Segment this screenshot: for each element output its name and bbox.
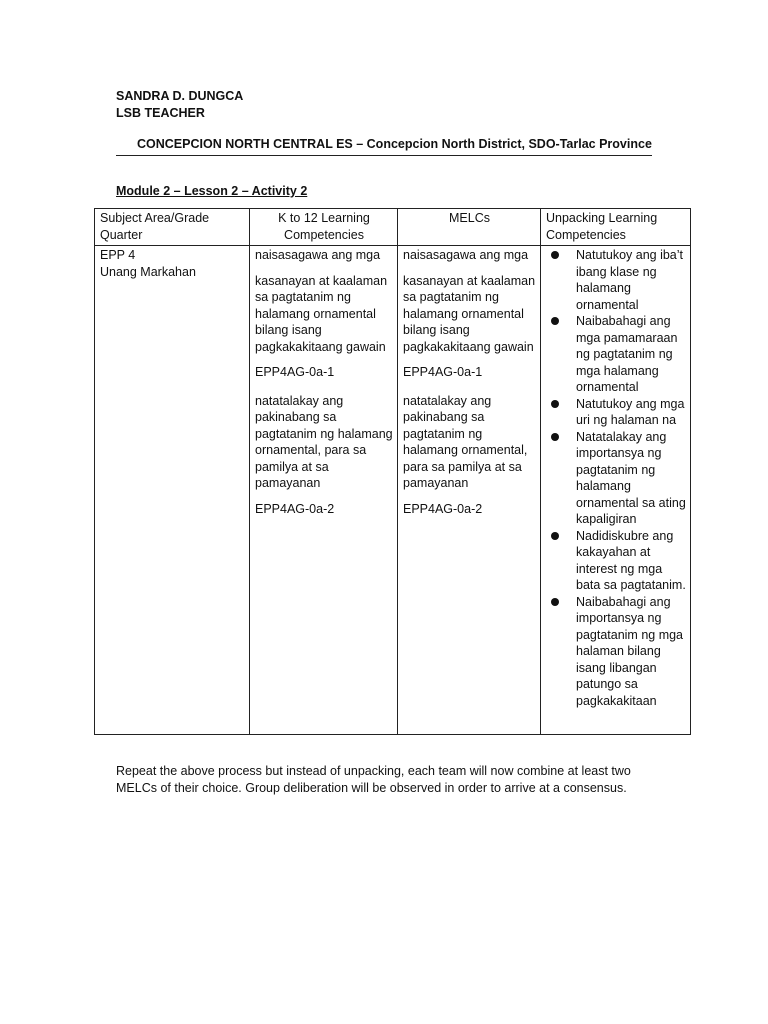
table-header-row: [95, 209, 691, 246]
unpacking-list: [546, 247, 686, 709]
instruction-line-1: Repeat the above process but instead of unpacking, each team will now combine at least two: [116, 764, 631, 778]
header-unpacking: Unpacking Learning Competencies: [541, 209, 691, 246]
k12-text-3: natatalakay ang pakinabang sa pagtatanim ng halamang ornamental, para sa pamilya at sa pamayanan: [255, 393, 393, 490]
school-line: CONCEPCION NORTH CENTRAL ES – Concepcion North District, SDO-Tarlac Province: [116, 136, 652, 156]
bullet-icon: [551, 433, 559, 441]
melcs-text-2: kasanayan at kaalaman sa pagtatanim ng halamang ornamental bilang isang pagkakakitaang gawain: [403, 273, 536, 354]
k12-text-2: kasanayan at kaalaman sa pagtatanim ng halamang ornamental bilang isang pagkakakitaang gawain: [255, 273, 388, 354]
melcs-code-1: EPP4AG-0a-1: [403, 365, 483, 379]
k12-code-2: EPP4AG-0a-2: [255, 501, 335, 516]
list-item: Natatalakay ang importansya ng pagtatanim ng halamang ornamental sa ating kapaligiran: [546, 429, 686, 528]
melcs-text-1: naisasagawa ang mga: [403, 248, 529, 262]
bullet-icon: [551, 598, 559, 606]
k12-cell: [250, 246, 398, 735]
bullet-icon: [551, 532, 559, 540]
unpacking-cell: [541, 246, 691, 735]
header-melcs: MELCs: [398, 209, 541, 246]
author-role: LSB TEACHER: [116, 106, 205, 120]
melcs-cell: [398, 246, 541, 735]
subject-code: EPP 4: [100, 248, 136, 262]
subject-cell: [95, 246, 250, 735]
instruction-line-2: MELCs of their choice. Group deliberation will be observed in order to arrive at a consensus.: [116, 780, 627, 795]
header-subject: Subject Area/Grade Quarter: [95, 209, 250, 246]
melcs-text-3: natatalakay ang pakinabang sa pagtatanim ng halamang ornamental, para sa pamilya at sa pamayanan: [403, 393, 528, 490]
module-title: Module 2 – Lesson 2 – Activity 2: [116, 184, 308, 198]
instruction-text: [116, 763, 676, 796]
header-k12: K to 12 Learning Competencies: [250, 209, 398, 246]
list-item: Naibabahagi ang importansya ng pagtatanim ng mga halaman bilang isang libangan patungo sa pagkakakitaan: [546, 594, 686, 710]
list-item: Naibabahagi ang mga pamamaraan ng pagtatanim ng mga halamang ornamental: [546, 313, 686, 396]
bullet-icon: [551, 251, 559, 259]
list-item: Natutukoy ang mga uri ng halaman na: [546, 396, 686, 429]
k12-code-1: EPP4AG-0a-1: [255, 365, 335, 379]
list-item: Nadidiskubre ang kakayahan at interest ng mga bata sa pagtatanim.: [546, 528, 686, 594]
subject-quarter: Unang Markahan: [100, 264, 196, 279]
table-row: [95, 246, 691, 735]
bullet-icon: [551, 400, 559, 408]
competencies-table: [94, 208, 691, 735]
author-name: SANDRA D. DUNGCA: [116, 89, 244, 103]
list-item: Natutukoy ang iba’t ibang klase ng halamang ornamental: [546, 247, 686, 313]
k12-text-1: naisasagawa ang mga: [255, 248, 381, 262]
bullet-icon: [551, 317, 559, 325]
melcs-code-2: EPP4AG-0a-2: [403, 501, 483, 516]
